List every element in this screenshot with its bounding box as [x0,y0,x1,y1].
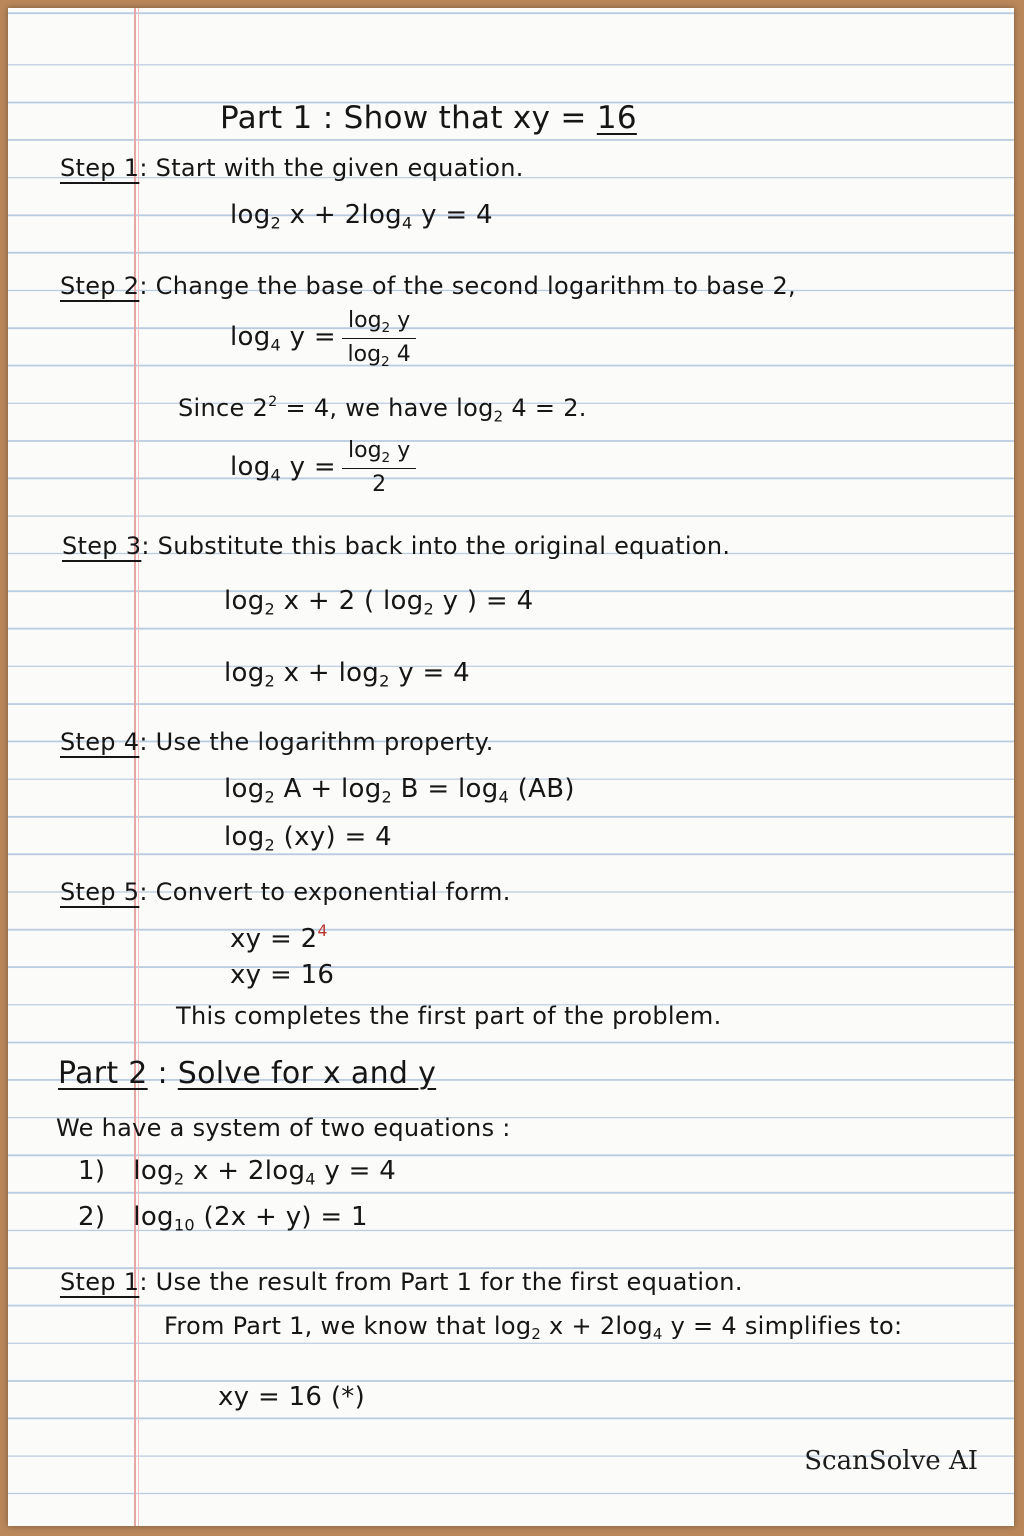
part1-title-answer: 16 [596,100,637,136]
part1-step1-equation: $\log_2 x + 2\log_4$ y = 4 [230,200,493,233]
part2-equation-1: 1) $\log_2 x + 2\log_4$ y = 4 [78,1156,397,1189]
part2-equation-2: 2) $\log_{10} (2x + y) = 1$ [78,1202,368,1235]
part1-conclusion: This completes the first part of the problem. [176,1002,722,1030]
notebook-page [8,8,1014,1526]
part2-title: Part 2 : Solve for x and y [58,1056,437,1091]
part1-step2-eq2-fraction: $\frac{\log_2 y}{2}$ [342,438,416,497]
part1-step2-eq1-fraction: $\frac{\log_2 y}{\log_2 4}$ [342,308,416,370]
part1-step1 [60,154,524,182]
part2-title-text: Solve for x and y [177,1056,437,1091]
part1-step4-eq1: $\log_2 A + \log_2 B = \log_4 (AB)$ [224,774,575,807]
part2-title-label: Part 2 [58,1056,148,1091]
part1-step5-eq2: xy = 16 [230,960,335,990]
part1-step2 [60,272,796,300]
step-text: : Use the logarithm property. [139,728,494,756]
part1-step4 [60,728,494,756]
step-text: : Use the result from Part 1 for the first equation. [139,1268,743,1296]
part1-step3-eq1: $\log_2 x + 2$ ( $\log_2 y$ ) = 4 [224,586,534,619]
part1-step5 [60,878,511,906]
step-label: Step 3 [62,532,142,560]
part2-step1 [60,1268,743,1296]
part2-step1-result: xy = 16 (*) [218,1382,366,1412]
part1-step4-eq2: $\log_2 (xy) = 4$ [224,822,392,855]
margin-line-secondary [138,8,139,1526]
step-label: Step 4 [60,728,140,756]
step-text: : Change the base of the second logarithm to base 2, [139,272,796,300]
step-text: : Substitute this back into the original equation. [141,532,731,560]
part1-step2-eq2-lhs: $\log_4 y$ = [230,452,337,485]
part1-step5-eq1: xy = $2^4$ [230,922,328,954]
step-text: : Start with the given equation. [139,154,524,182]
step-label: Step 2 [60,272,140,300]
part1-step2-since: Since $2^2 = 4$, we have $\log_2 4 = 2$. [178,394,587,426]
margin-line [134,8,136,1526]
step-label: Step 5 [60,878,140,906]
part1-title [220,100,637,136]
part1-step3 [62,532,730,560]
part1-step3-eq2: $\log_2 x + \log_2 y = 4$ [224,658,470,691]
step-label: Step 1 [60,1268,140,1296]
part1-title-text: Part 1 : Show that xy = [220,100,597,136]
step-label: Step 1 [60,154,140,182]
part1-step2-eq1-lhs: $\log_4 y$ = [230,322,337,355]
brand-watermark: ScanSolve AI [804,1446,978,1476]
part2-intro: We have a system of two equations : [56,1114,511,1142]
exponent-red: 4 [317,922,328,940]
part2-step1-from: From Part 1, we know that $\log_2 x + 2\log_4$ y = 4 simplifies to: [164,1312,903,1344]
step-text: : Convert to exponential form. [139,878,511,906]
